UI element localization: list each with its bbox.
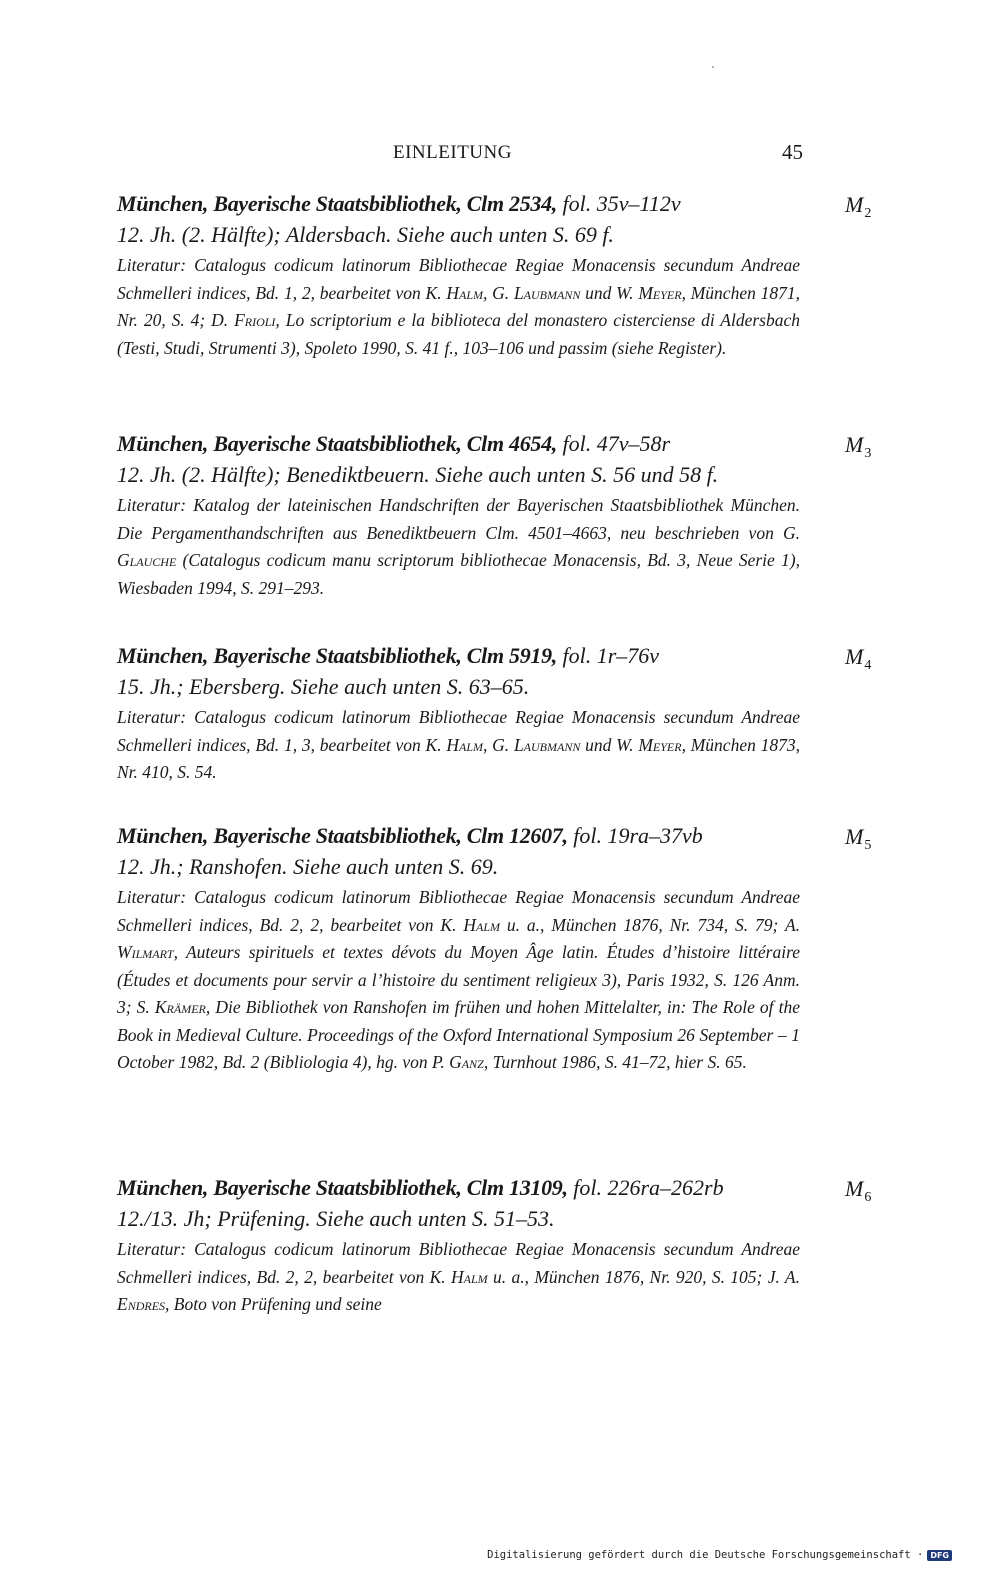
- entry-title: [117, 640, 837, 672]
- entry-literature: Literatur: Catalogus codicum latinorum Bibliothecae Regiae Monacensis secundum Andreae Schmelleri indices, Bd. 1, 2, bearbeitet von K. Halm, G. Laubmann und W. Meyer, München 1871, Nr. 20, S. 4; D. Frioli, Lo scriptorium e la biblioteca del monastero cisterciense di Aldersbach (Testi, Studi, Strumenti 3), Spoleto 1990, S. 41 f., 103–106 und passim (siehe Register).: [117, 255, 800, 358]
- scan-speck: [712, 66, 714, 68]
- entry-title: [117, 820, 837, 852]
- entry-title: [117, 188, 837, 220]
- entry-title-bold: München, Bayerische Staatsbibliothek, Clm 13109,: [117, 1175, 568, 1200]
- dfg-logo: DFG: [927, 1550, 952, 1561]
- entry-title-bold: München, Bayerische Staatsbibliothek, Clm 12607,: [117, 823, 568, 848]
- entry-literature: Literatur: Catalogus codicum latinorum Bibliothecae Regiae Monacensis secundum Andreae Schmelleri indices, Bd. 2, 2, bearbeitet von K. Halm u. a., München 1876, Nr. 920, S. 105; J. A. Endres, Boto von Prüfening und seine: [117, 1239, 801, 1314]
- entry-title: [117, 1172, 837, 1204]
- running-head: EINLEITUNG: [393, 142, 512, 163]
- siglum: $M_6$: [845, 1176, 872, 1205]
- entry-title-bold: München, Bayerische Staatsbibliothek, Clm 4654,: [117, 431, 558, 456]
- entry-folio: fol. 1r–76v: [557, 643, 660, 668]
- page-number: 45: [782, 140, 803, 164]
- page-header: [115, 140, 805, 168]
- entry-folio: fol. 47v–58r: [557, 431, 671, 456]
- entry-date-line: 12. Jh. (2. Hälfte); Benediktbeuern. Siehe auch unten S. 56 und 58 f.: [117, 462, 719, 487]
- entry-date-line: 12. Jh. (2. Hälfte); Aldersbach. Siehe auch unten S. 69 f.: [117, 222, 614, 247]
- manuscript-entry: [117, 820, 837, 1077]
- manuscript-entry: [117, 1172, 837, 1319]
- siglum: $M_3$: [845, 432, 872, 461]
- entry-literature: Literatur: Catalogus codicum latinorum Bibliothecae Regiae Monacensis secundum Andreae Schmelleri indices, Bd. 2, 2, bearbeitet von K. Halm u. a., München 1876, Nr. 734, S. 79; A. Wilmart, Auteurs spirituels et textes dévots du Moyen Âge latin. Études d’histoire littéraire (Études et documents pour servir a l’histoire du sentiment religieux 3), Paris 1932, S. 126 Anm. 3; S. Krämer, Die Bibliothek von Ranshofen im frühen und hohen Mittelalter, in: The Role of the Book in Medieval Culture. Proceedings of the Oxford International Symposium 26 September – 1 October 1982, Bd. 2 (Bibliologia 4), hg. von P. Ganz, Turnhout 1986, S. 41–72, hier S. 65.: [117, 887, 801, 1072]
- entry-date-line: 15. Jh.; Ebersberg. Siehe auch unten S. 63–65.: [117, 674, 530, 699]
- entry-title-bold: München, Bayerische Staatsbibliothek, Clm 2534,: [117, 191, 558, 216]
- manuscript-entry: [117, 428, 837, 602]
- footer-text: Digitalisierung gefördert durch die Deutsche Forschungsgemeinschaft ·: [487, 1549, 924, 1561]
- entry-date-line: 12. Jh.; Ranshofen. Siehe auch unten S. 69.: [117, 854, 499, 879]
- entry-date-line: 12./13. Jh; Prüfening. Siehe auch unten S. 51–53.: [117, 1206, 555, 1231]
- entry-folio: fol. 19ra–37vb: [567, 823, 703, 848]
- entry-literature: Literatur: Katalog der lateinischen Handschriften der Bayerischen Staatsbibliothek München. Die Pergamenthandschriften aus Benediktbeuern Clm. 4501–4663, neu beschrieben von G. Glauche (Catalogus codicum manu scriptorum bibliothecae Monacensis, Bd. 3, Neue Serie 1), Wiesbaden 1994, S. 291–293.: [117, 495, 800, 598]
- entry-title-bold: München, Bayerische Staatsbibliothek, Clm 5919,: [117, 643, 558, 668]
- manuscript-entry: [117, 188, 837, 362]
- siglum: $M_5$: [845, 824, 872, 853]
- digitization-footer: [487, 1549, 952, 1561]
- siglum: $M_2$: [845, 192, 872, 221]
- entry-folio: fol. 35v–112v: [557, 191, 681, 216]
- siglum: $M_4$: [845, 644, 872, 673]
- entry-title: [117, 428, 837, 460]
- entry-literature: Literatur: Catalogus codicum latinorum Bibliothecae Regiae Monacensis secundum Andreae Schmelleri indices, Bd. 1, 3, bearbeitet von K. Halm, G. Laubmann und W. Meyer, München 1873, Nr. 410, S. 54.: [117, 707, 800, 782]
- entry-folio: fol. 226ra–262rb: [567, 1175, 724, 1200]
- manuscript-entry: [117, 640, 837, 787]
